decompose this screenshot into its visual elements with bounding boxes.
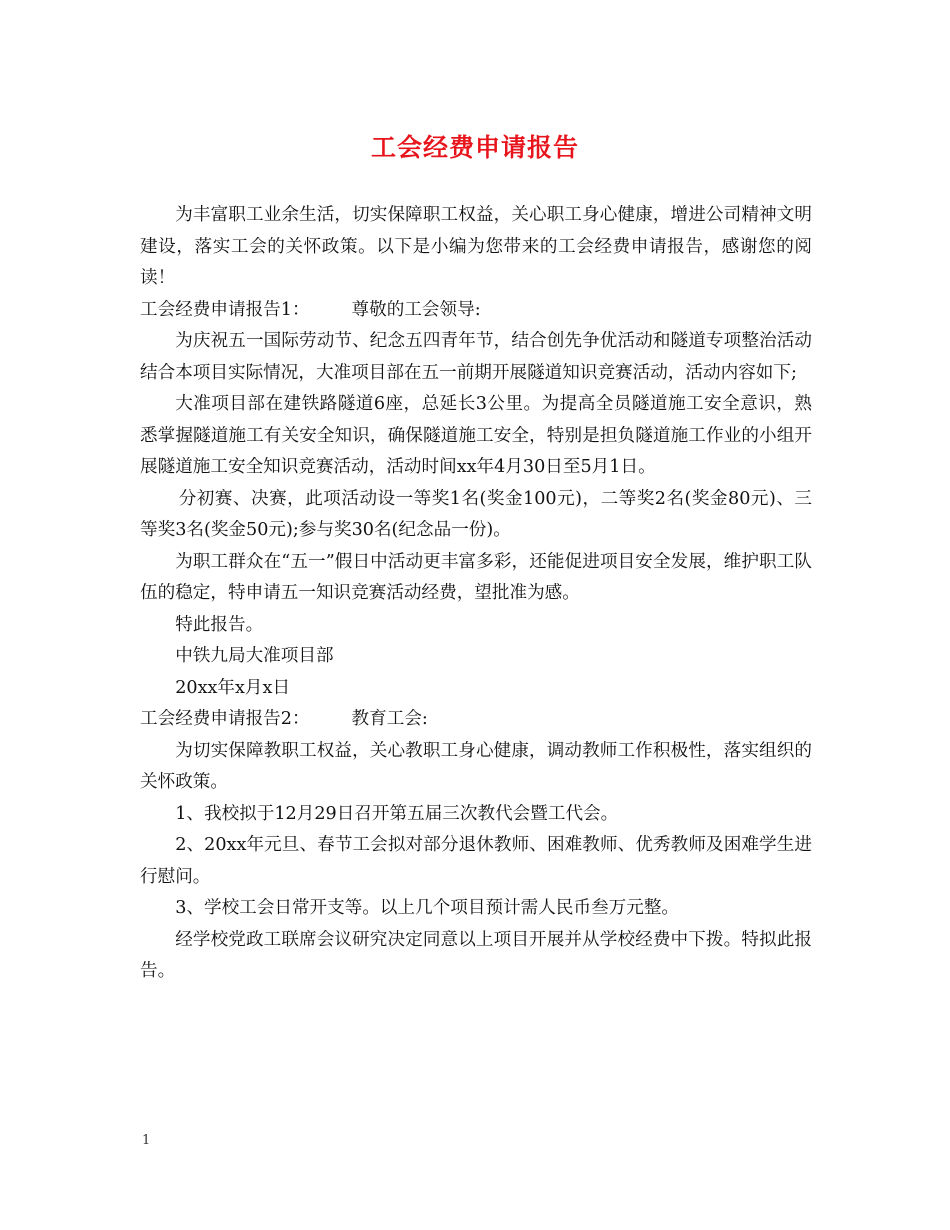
report1-paragraph: 为职工群众在“五一”假日中活动更丰富多彩，还能促进项目安全发展，维护职工队伍的稳定，特申请五一知识竞赛活动经费，望批准为感。 [140,551,812,603]
report2-heading-label: 工会经费申请报告2： [140,709,310,729]
report1-heading [140,295,812,327]
report1-closing: 特此报告。 [175,614,264,635]
document-body [140,200,812,988]
report1-paragraph: 大准项目部在建铁路隧道6座，总延长3公里。为提高全员隧道施工安全意识，熟悉掌握隧道施工有关安全知识，确保隧道施工安全，特别是担负隧道施工作业的小组开展隧道施工安全知识竞赛活动，活动时间xx年4月30日至5月1日。 [140,394,812,477]
report1-heading-label: 工会经费申请报告1： [140,299,310,320]
report1-signature: 中铁九局大准项目部 [175,646,334,666]
report2-heading [140,704,812,736]
report2-paragraph: 经学校党政工联席会议研究决定同意以上项目开展并从学校经费中下拨。特拟此报告。 [140,929,812,981]
report2-list-item: 1、我校拟于12月29日召开第五届三次教代会暨工代会。 [175,803,619,824]
report1-salutation: 尊敬的工会领导: [351,299,481,320]
page-number: 1 [142,1133,151,1148]
document-title: 工会经费申请报告 [370,133,579,162]
report1-paragraph: 为庆祝五一国际劳动节、纪念五四青年节，结合创先争优活动和隧道专项整治活动结合本项目实际情况，大准项目部在五一前期开展隧道知识竞赛活动，活动内容如下; [140,331,812,383]
report1-date: 20xx年x月x日 [175,677,291,698]
report2-list-item: 2、20xx年元旦、春节工会拟对部分退休教师、困难教师、优秀教师及困难学生进行慰问。 [140,835,812,887]
report2-paragraph: 为切实保障教职工权益，关心教职工身心健康，调动教师工作积极性，落实组织的关怀政策。 [140,740,812,792]
report1-paragraph: 分初赛、决赛，此项活动设一等奖1名(奖金100元)，二等奖2名(奖金80元)、三等奖3名(奖金50元);参与奖30名(纪念品一份)。 [140,488,812,540]
report2-salutation: 教育工会: [351,709,428,729]
paragraph-intro: 为丰富职工业余生活，切实保障职工权益，关心职工身心健康，增进公司精神文明建设，落实工会的关怀政策。以下是小编为您带来的工会经费申请报告，感谢您的阅读！ [140,205,812,288]
report2-list-item: 3、学校工会日常开支等。以上几个项目预计需人民币叁万元整。 [175,898,680,918]
